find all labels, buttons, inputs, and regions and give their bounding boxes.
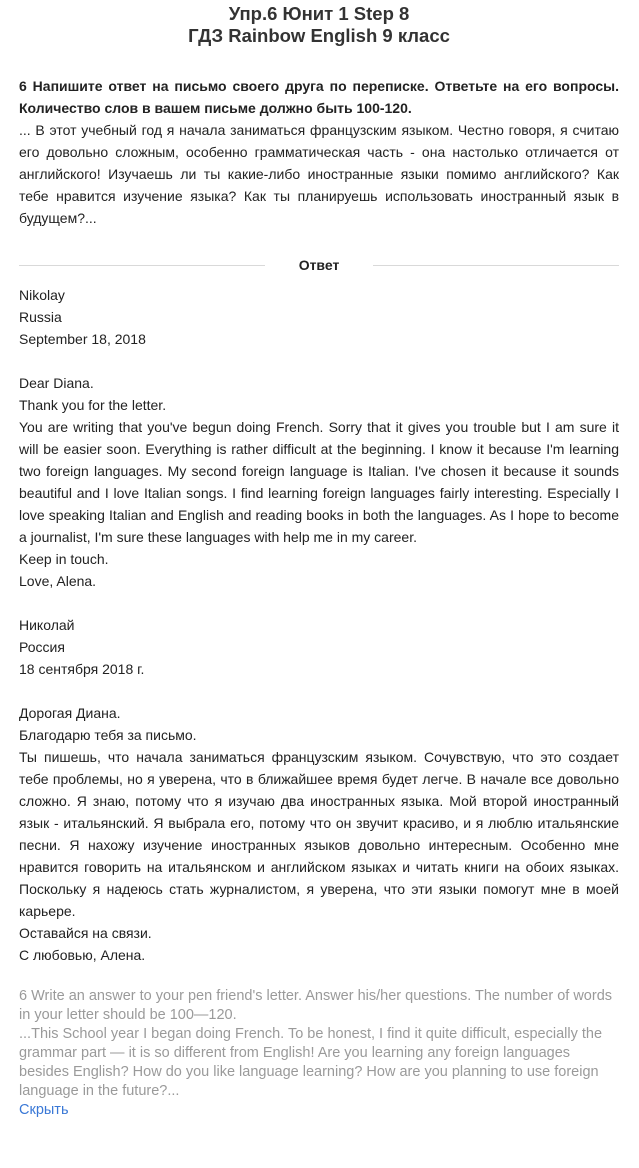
letter-closing: Оставайся на связи. bbox=[19, 925, 152, 941]
letter-date: September 18, 2018 bbox=[19, 331, 146, 347]
letter-greeting: Dear Diana. bbox=[19, 375, 94, 391]
letter-thanks: Thank you for the letter. bbox=[19, 397, 167, 413]
task-instruction: 6 Напишите ответ на письмо своего друга по переписке. Ответьте на его вопросы. Количество слов в вашем письме должно быть 100-120. bbox=[19, 78, 619, 116]
letter-date: 18 сентября 2018 г. bbox=[19, 661, 145, 677]
title-line-1: Упр.6 Юнит 1 Step 8 bbox=[228, 3, 410, 24]
divider-line-right bbox=[373, 265, 619, 266]
letter-signature: С любовью, Алена. bbox=[19, 947, 146, 963]
answer-divider bbox=[19, 254, 619, 276]
letter-body: You are writing that you've begun doing French. Sorry that it gives you trouble but I am sure it will be easier soon. Everything is rather difficult at the beginning. I know it because I'm learning two foreign languages. My second foreign language is Italian. I've chosen it because it sounds beautiful and I love Italian songs. I find learning foreign languages fairly interesting. Especially I love speaking Italian and English and reading books in both the languages. As I hope to become a journalist, I'm sure these languages with help me in my career. bbox=[19, 419, 619, 545]
page-title bbox=[19, 3, 619, 47]
letter-sender-country: Россия bbox=[19, 639, 65, 655]
english-task-letter: ...This School year I began doing French. To be honest, I find it quite difficult, especially the grammar part — it is so different from English! Are you learning any foreign languages besides English? How do you like language learning? How are you planning to use foreign language in the future?... bbox=[19, 1026, 603, 1099]
task-letter-text: ... В этот учебный год я начала заниматься французским языком. Честно говоря, я считаю его довольно сложным, особенно грамматическая часть - она настолько отличается от английского! Изучаешь ли ты какие-либо иностранные языки помимо английского? Как тебе нравится изучение языка? Как ты планируешь использовать иностранный язык в будущем?... bbox=[19, 122, 619, 226]
letter-body: Ты пишешь, что начала заниматься французским языком. Сочувствую, что это создает тебе проблемы, но я уверена, что в ближайшее время будет легче. В начале все довольно сложно. Я знаю, потому что я изучаю два иностранных языка. Мой второй иностранный язык - итальянский. Я выбрала его, потому что он звучит красиво, и я люблю итальянские песни. Я нахожу изучение иностранных языков довольно интересным. Особенно мне нравится говорить на итальянском и английском языках и читать книги на обоих языках. Поскольку я надеюсь стать журналистом, я уверена, что эти языки помогут мне в моей карьере. bbox=[19, 749, 619, 919]
letter-greeting: Дорогая Диана. bbox=[19, 705, 121, 721]
hide-link[interactable]: Скрыть bbox=[19, 1102, 69, 1118]
letter-sender-name: Nikolay bbox=[19, 287, 65, 303]
english-task-block bbox=[19, 987, 619, 1120]
letter-thanks: Благодарю тебя за письмо. bbox=[19, 727, 197, 743]
task-block bbox=[19, 75, 619, 229]
letter-closing: Keep in touch. bbox=[19, 551, 109, 567]
english-letter bbox=[19, 284, 619, 592]
title-line-2: ГДЗ Rainbow English 9 класс bbox=[188, 25, 450, 46]
english-task-instruction: 6 Write an answer to your pen friend's letter. Answer his/her questions. The number of words in your letter should be 100—120. bbox=[19, 988, 613, 1023]
divider-line-left bbox=[19, 265, 265, 266]
russian-letter bbox=[19, 614, 619, 966]
page-content bbox=[0, 3, 639, 1120]
letter-signature: Love, Alena. bbox=[19, 573, 97, 589]
answer-label: Ответ bbox=[298, 257, 340, 273]
letter-sender-country: Russia bbox=[19, 309, 62, 325]
letter-sender-name: Николай bbox=[19, 617, 75, 633]
